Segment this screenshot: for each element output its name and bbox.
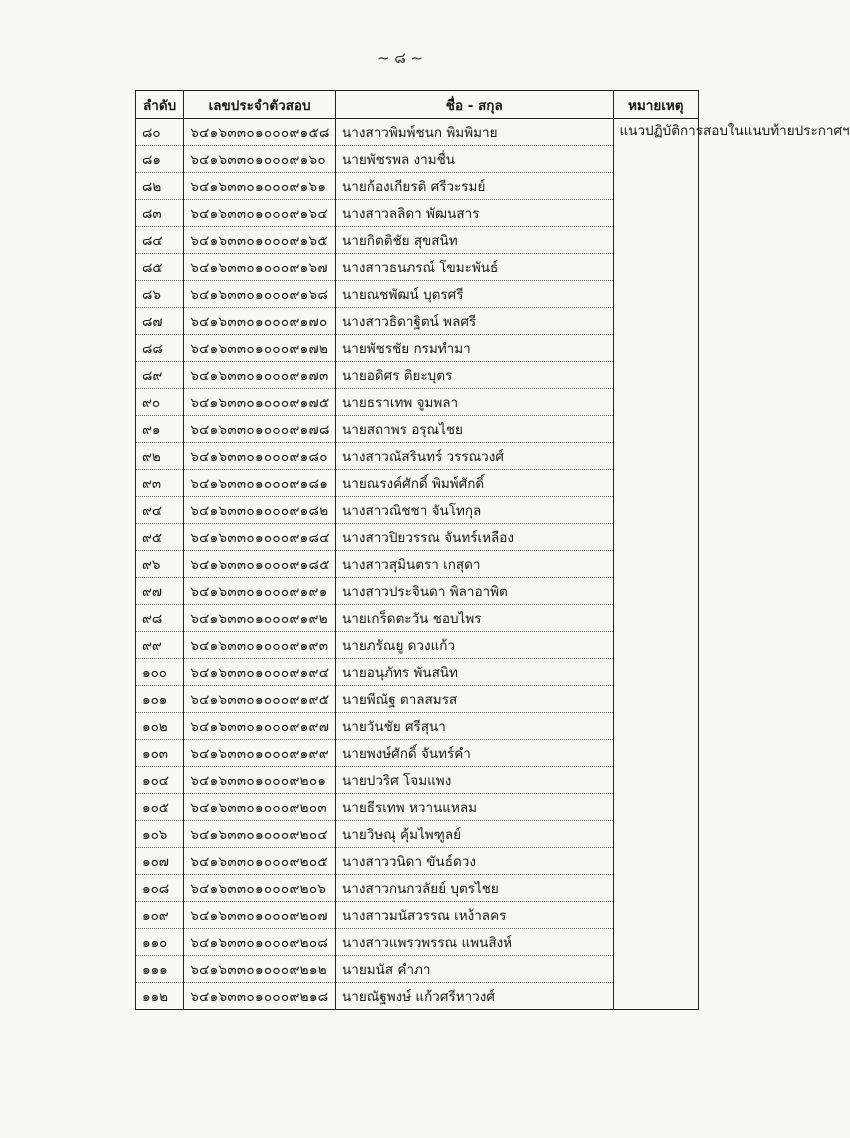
row-seq: ๑๐๒ (136, 713, 184, 740)
row-name: นายวันชัย ศรีสุนา (336, 713, 613, 740)
row-name: นายก้องเกียรติ ศรีวะรมย์ (336, 173, 613, 200)
row-exam-id: ๖๔๑๖๓๓๐๑๐๐๐๙๑๗๓ (184, 362, 336, 389)
row-name: นายณรงค์ศักดิ์ พิมพ์ศักดิ์ (336, 470, 613, 497)
row-exam-id: ๖๔๑๖๓๓๐๑๐๐๐๙๒๑๘ (184, 983, 336, 1010)
row-exam-id: ๖๔๑๖๓๓๐๑๐๐๐๙๑๘๑ (184, 470, 336, 497)
row-exam-id: ๖๔๑๖๓๓๐๑๐๐๐๙๑๖๘ (184, 281, 336, 308)
row-exam-id: ๖๔๑๖๓๓๐๑๐๐๐๙๑๘๕ (184, 551, 336, 578)
row-exam-id: ๖๔๑๖๓๓๐๑๐๐๐๙๑๖๗ (184, 254, 336, 281)
row-name: นางสาวธนภรณ์ โขมะพันธ์ (336, 254, 613, 281)
row-exam-id: ๖๔๑๖๓๓๐๑๐๐๐๙๑๕๘ (184, 119, 336, 146)
row-seq: ๙๙ (136, 632, 184, 659)
row-exam-id: ๖๔๑๖๓๓๐๑๐๐๐๙๑๗๐ (184, 308, 336, 335)
row-name: นางสาวลลิดา พัฒนสาร (336, 200, 613, 227)
header-name: ชื่อ - สกุล (336, 91, 613, 119)
row-name: นายวิษณุ คุ้มไพฑูลย์ (336, 821, 613, 848)
row-seq: ๑๑๑ (136, 956, 184, 983)
row-exam-id: ๖๔๑๖๓๓๐๑๐๐๐๙๑๙๓ (184, 632, 336, 659)
row-exam-id: ๖๔๑๖๓๓๐๑๐๐๐๙๑๙๗ (184, 713, 336, 740)
row-seq: ๘๐ (136, 119, 184, 146)
row-name: นายพัชรพล งามชื่น (336, 146, 613, 173)
row-exam-id: ๖๔๑๖๓๓๐๑๐๐๐๙๑๗๕ (184, 389, 336, 416)
row-name: นายณัฐพงษ์ แก้วศรีหาวงศ์ (336, 983, 613, 1010)
remarks-note: แนวปฏิบัติการสอบในแนบท้ายประกาศฯ (613, 119, 698, 1010)
row-name: นางสาวประจินดา พิลาอาพิต (336, 578, 613, 605)
row-exam-id: ๖๔๑๖๓๓๐๑๐๐๐๙๒๐๓ (184, 794, 336, 821)
row-name: นายเกร็ดตะวัน ชอบไพร (336, 605, 613, 632)
row-seq: ๙๔ (136, 497, 184, 524)
row-seq: ๙๒ (136, 443, 184, 470)
row-seq: ๘๘ (136, 335, 184, 362)
header-seq: ลำดับ (136, 91, 184, 119)
row-seq: ๘๔ (136, 227, 184, 254)
candidate-table (135, 90, 850, 1010)
row-name: นายธราเทพ จูมพลา (336, 389, 613, 416)
row-name: นายธีรเทพ หวานแหลม (336, 794, 613, 821)
row-exam-id: ๖๔๑๖๓๓๐๑๐๐๐๙๑๙๑ (184, 578, 336, 605)
row-exam-id: ๖๔๑๖๓๓๐๑๐๐๐๙๒๐๗ (184, 902, 336, 929)
row-name: นายพีณัฐ ตาลสมรส (336, 686, 613, 713)
row-exam-id: ๖๔๑๖๓๓๐๑๐๐๐๙๒๑๒ (184, 956, 336, 983)
row-exam-id: ๖๔๑๖๓๓๐๑๐๐๐๙๑๙๙ (184, 740, 336, 767)
row-exam-id: ๖๔๑๖๓๓๐๑๐๐๐๙๑๙๒ (184, 605, 336, 632)
row-exam-id: ๖๔๑๖๓๓๐๑๐๐๐๙๑๖๐ (184, 146, 336, 173)
row-exam-id: ๖๔๑๖๓๓๐๑๐๐๐๙๑๘๐ (184, 443, 336, 470)
row-name: นางสาวมนัสวรรณ เหง้าลคร (336, 902, 613, 929)
row-seq: ๑๐๐ (136, 659, 184, 686)
row-name: นางสาวแพรวพรรณ แพนสิงห์ (336, 929, 613, 956)
table-row (136, 119, 699, 146)
row-exam-id: ๖๔๑๖๓๓๐๑๐๐๐๙๒๐๑ (184, 767, 336, 794)
row-seq: ๙๗ (136, 578, 184, 605)
table-body (136, 119, 850, 1010)
row-name: นางสาวปิยวรรณ จันทร์เหลือง (336, 524, 613, 551)
row-seq: ๑๐๔ (136, 767, 184, 794)
header-exam-id: เลขประจำตัวสอบ (184, 91, 336, 119)
row-exam-id: ๖๔๑๖๓๓๐๑๐๐๐๙๑๙๔ (184, 659, 336, 686)
row-seq: ๙๐ (136, 389, 184, 416)
row-seq: ๙๕ (136, 524, 184, 551)
row-seq: ๘๓ (136, 200, 184, 227)
row-name: นายสถาพร อรุณไชย (336, 416, 613, 443)
row-name: นายณชพัฒน์ บุตรศรี (336, 281, 613, 308)
row-name: นายพัชรชัย กรมทำมา (336, 335, 613, 362)
row-name: นายอนุภัทร พันสนิท (336, 659, 613, 686)
table-header-row (136, 91, 699, 119)
row-seq: ๑๐๙ (136, 902, 184, 929)
row-seq: ๑๐๕ (136, 794, 184, 821)
row-name: นายกิตติชัย สุขสนิท (336, 227, 613, 254)
row-seq: ๙๖ (136, 551, 184, 578)
page-number: ~ ๘ ~ (376, 49, 424, 67)
row-name: นางสาวสุมินตรา เกสุดา (336, 551, 613, 578)
row-seq: ๘๒ (136, 173, 184, 200)
row-seq: ๑๐๘ (136, 875, 184, 902)
row-exam-id: ๖๔๑๖๓๓๐๑๐๐๐๙๑๖๑ (184, 173, 336, 200)
row-seq: ๑๐๗ (136, 848, 184, 875)
row-name: นางสาวณิชชา จันโทกุล (336, 497, 613, 524)
row-name: นายภรัณยู ดวงแก้ว (336, 632, 613, 659)
row-exam-id: ๖๔๑๖๓๓๐๑๐๐๐๙๑๗๘ (184, 416, 336, 443)
row-seq: ๘๑ (136, 146, 184, 173)
row-name: นายอดิศร ติยะบุตร (336, 362, 613, 389)
row-seq: ๑๐๖ (136, 821, 184, 848)
row-seq: ๑๐๓ (136, 740, 184, 767)
row-name: นายพงษ์ศักดิ์ จันทร์คำ (336, 740, 613, 767)
row-name: นางสาววนิดา ขันธ์ดวง (336, 848, 613, 875)
row-seq: ๑๑๐ (136, 929, 184, 956)
row-exam-id: ๖๔๑๖๓๓๐๑๐๐๐๙๒๐๘ (184, 929, 336, 956)
row-exam-id: ๖๔๑๖๓๓๐๑๐๐๐๙๒๐๖ (184, 875, 336, 902)
row-exam-id: ๖๔๑๖๓๓๐๑๐๐๐๙๑๘๒ (184, 497, 336, 524)
row-seq: ๙๘ (136, 605, 184, 632)
header-remarks: หมายเหตุ (613, 91, 698, 119)
row-name: นายมนัส คำภา (336, 956, 613, 983)
row-name: นายปวริศ โจมแพง (336, 767, 613, 794)
row-exam-id: ๖๔๑๖๓๓๐๑๐๐๐๙๒๐๔ (184, 821, 336, 848)
row-exam-id: ๖๔๑๖๓๓๐๑๐๐๐๙๑๖๔ (184, 200, 336, 227)
row-exam-id: ๖๔๑๖๓๓๐๑๐๐๐๙๑๘๔ (184, 524, 336, 551)
row-exam-id: ๖๔๑๖๓๓๐๑๐๐๐๙๑๖๕ (184, 227, 336, 254)
row-seq: ๘๖ (136, 281, 184, 308)
row-exam-id: ๖๔๑๖๓๓๐๑๐๐๐๙๑๙๕ (184, 686, 336, 713)
row-seq: ๑๐๑ (136, 686, 184, 713)
row-exam-id: ๖๔๑๖๓๓๐๑๐๐๐๙๑๗๒ (184, 335, 336, 362)
row-name: นางสาวณัสรินทร์ วรรณวงศ์ (336, 443, 613, 470)
row-seq: ๙๓ (136, 470, 184, 497)
row-name: นางสาวกนกวลัยย์ บุตรไชย (336, 875, 613, 902)
row-exam-id: ๖๔๑๖๓๓๐๑๐๐๐๙๒๐๕ (184, 848, 336, 875)
row-name: นางสาวธิดาฐิตน์ พลศรี (336, 308, 613, 335)
row-seq: ๘๗ (136, 308, 184, 335)
row-seq: ๘๙ (136, 362, 184, 389)
row-name: นางสาวพิมพ์ชนก พิมพิมาย (336, 119, 613, 146)
row-seq: ๑๑๒ (136, 983, 184, 1010)
row-seq: ๙๑ (136, 416, 184, 443)
row-seq: ๘๕ (136, 254, 184, 281)
